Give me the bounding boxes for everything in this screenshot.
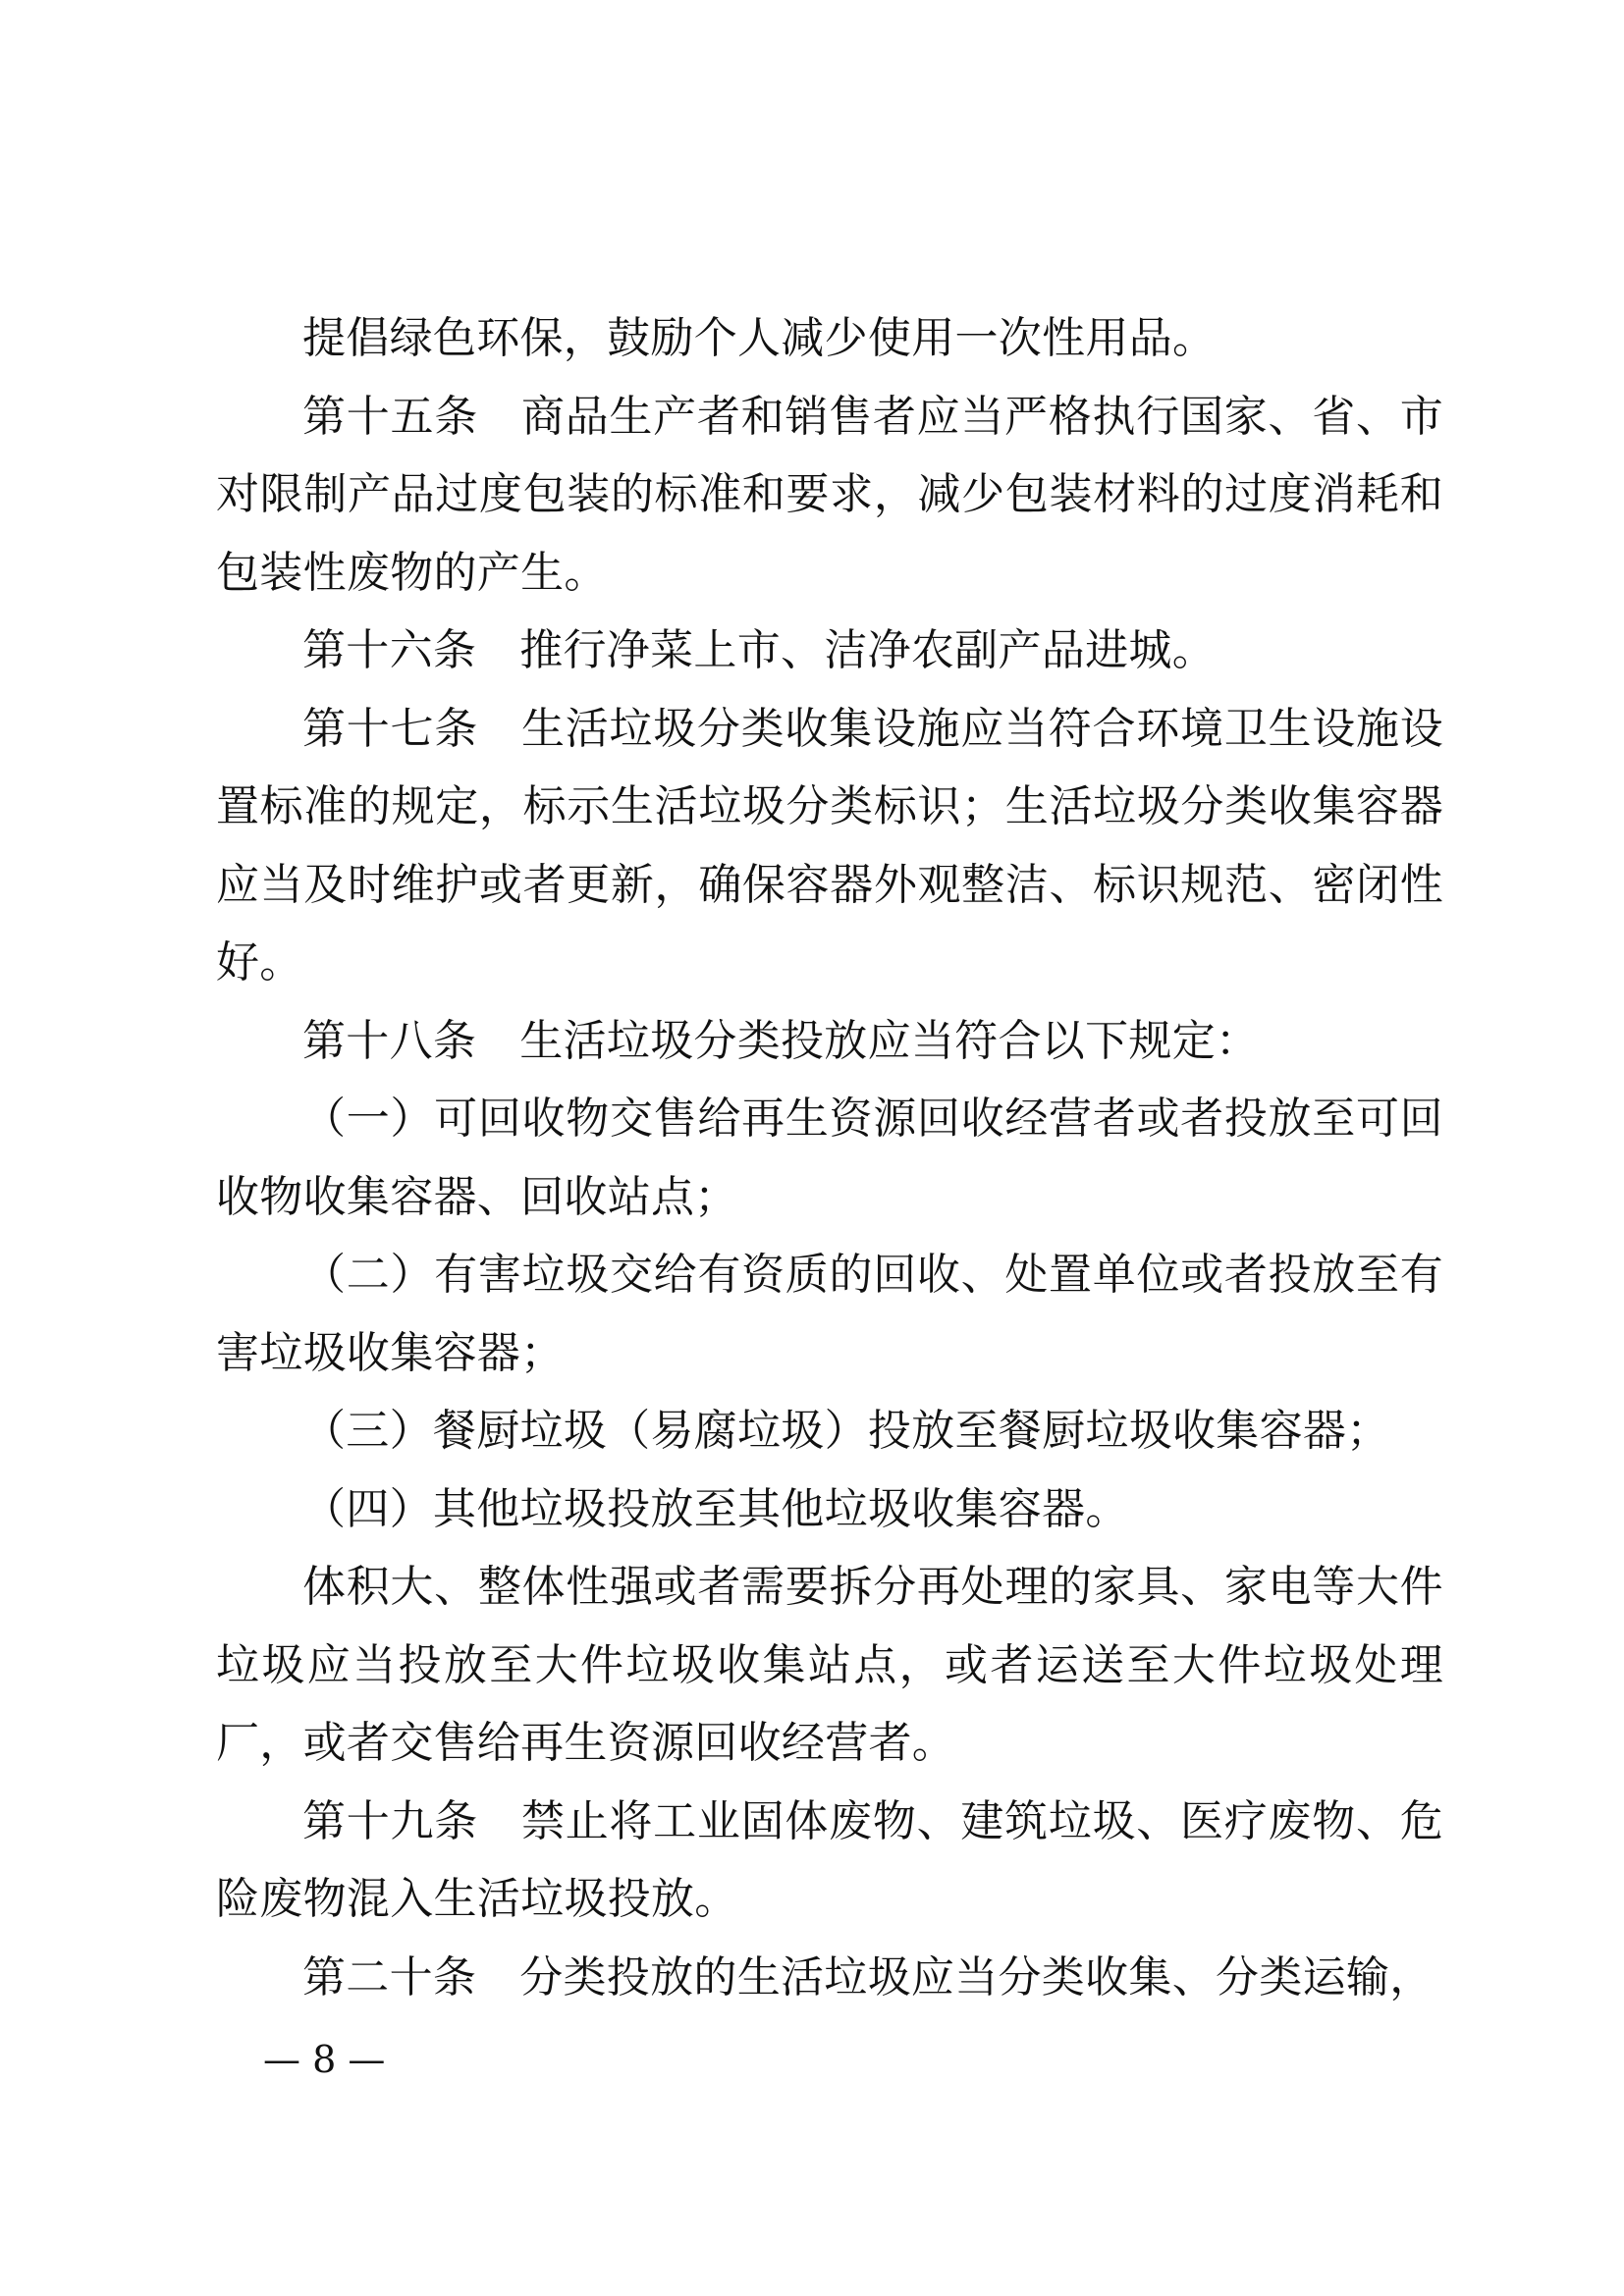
- article-16: [216, 612, 1443, 690]
- article-text: 禁止将工业固体废物、建筑垃圾、医疗废物、危险废物混入生活垃圾投放。: [216, 1795, 1443, 1924]
- article-18: [216, 1002, 1443, 1081]
- article-15: [216, 378, 1443, 613]
- list-item-text: （二）有害垃圾交给有资质的回收、处置单位或者投放至有害垃圾收集容器；: [216, 1250, 1443, 1378]
- article-text: 生活垃圾分类收集设施应当符合环境卫生设施设置标准的规定，标示生活垃圾分类标识；生活垃圾分类收集容器应当及时维护或者更新，确保容器外观整洁、标识规范、密闭性好。: [216, 703, 1443, 988]
- article-text: 生活垃圾分类投放应当符合以下规定：: [519, 1015, 1260, 1066]
- list-item-text: （一）可回收物交售给再生资源回收经营者或者投放至可回收物收集容器、回收站点；: [216, 1094, 1443, 1222]
- article-number: 第十六条: [302, 625, 477, 675]
- article-text: 分类投放的生活垃圾应当分类收集、分类运输，: [519, 1951, 1434, 2002]
- article-text: 推行净菜上市、洁净农副产品进城。: [519, 625, 1217, 675]
- article-number: 第十五条: [302, 391, 478, 442]
- article-20: [216, 1939, 1443, 2017]
- list-item-text: （三）餐厨垃圾（易腐垃圾）投放至餐厨垃圾收集容器；: [302, 1406, 1390, 1456]
- paragraph-green-advocacy: [216, 299, 1443, 378]
- list-item-recyclables: [216, 1080, 1443, 1236]
- paragraph-text: 体积大、整体性强或者需要拆分再处理的家具、家电等大件垃圾应当投放至大件垃圾收集站点，或者运送至大件垃圾处理厂，或者交售给再生资源回收经营者。: [216, 1562, 1443, 1768]
- article-number: 第十七条: [302, 703, 478, 754]
- page-number: — 8 —: [263, 2038, 386, 2081]
- article-number: 第十八条: [302, 1015, 477, 1066]
- article-number: 第十九条: [302, 1795, 478, 1846]
- list-item-hazardous: [216, 1236, 1443, 1392]
- list-item-other-waste: [216, 1470, 1443, 1549]
- article-17: [216, 690, 1443, 1002]
- article-text: 商品生产者和销售者应当严格执行国家、省、市对限制产品过度包装的标准和要求，减少包装材料的过度消耗和包装性废物的产生。: [216, 391, 1443, 598]
- paragraph-bulky-waste: [216, 1548, 1443, 1783]
- article-number: 第二十条: [302, 1951, 477, 2002]
- paragraph-text: 提倡绿色环保，鼓励个人减少使用一次性用品。: [302, 313, 1217, 363]
- list-item-text: （四）其他垃圾投放至其他垃圾收集容器。: [302, 1483, 1129, 1534]
- article-19: [216, 1783, 1443, 1939]
- list-item-kitchen-waste: [216, 1392, 1443, 1470]
- document-body: [216, 299, 1443, 2016]
